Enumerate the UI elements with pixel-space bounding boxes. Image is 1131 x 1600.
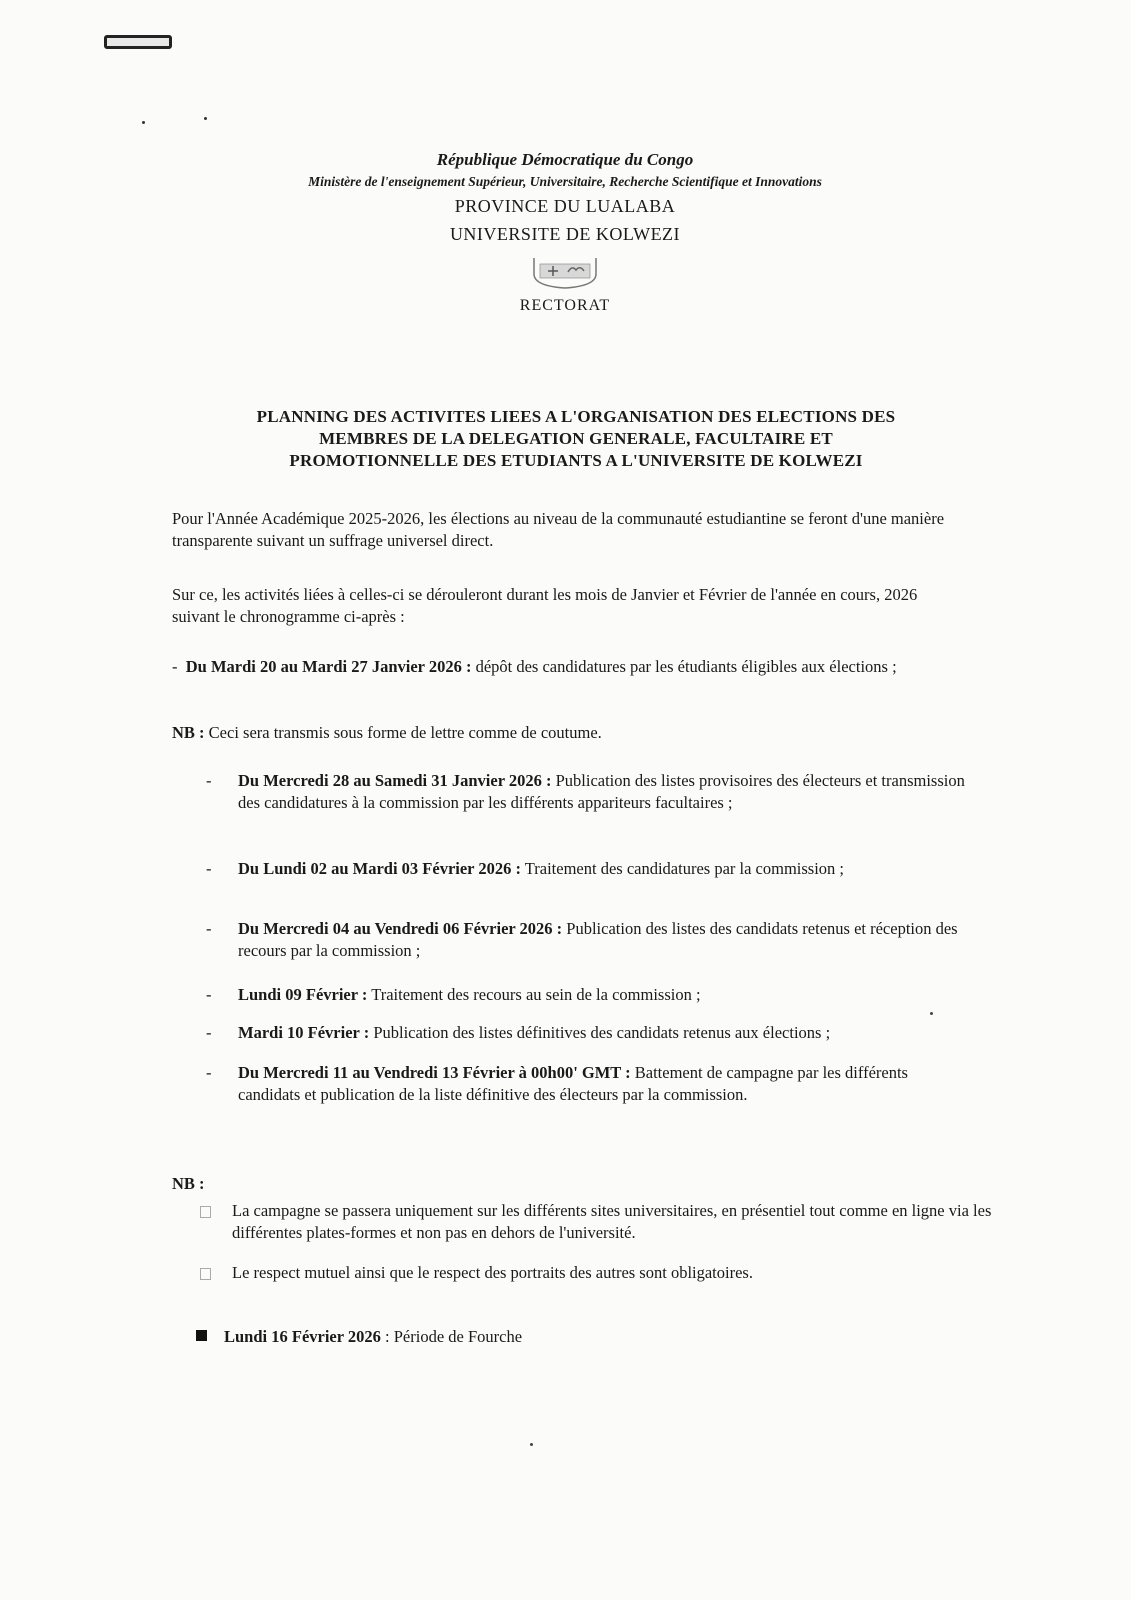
- list-item: - Du Lundi 02 au Mardi 03 Février 2026 : Traitement des candidatures par la commission ;: [206, 859, 845, 878]
- checkbox-bullet-icon: [200, 1206, 211, 1218]
- item-text: Battement de campagne par les différents candidats et publication de la liste définitive des électeurs par la commission.: [238, 1063, 908, 1104]
- dash: -: [172, 657, 186, 676]
- list-item: - Mardi 10 Février : Publication des listes définitives des candidats retenus aux élections ;: [206, 1023, 831, 1042]
- schedule-list: [196, 1062, 966, 1106]
- checkbox-bullet-icon: [200, 1268, 211, 1280]
- item-date: Du Mercredi 04 au Vendredi 06 Février 2026 :: [238, 919, 563, 938]
- item-date: Du Mardi 20 au Mardi 27 Janvier 2026 :: [185, 657, 472, 676]
- item-text: Publication des listes définitives des candidats retenus aux élections ;: [369, 1023, 831, 1042]
- speck: [142, 121, 145, 124]
- nb-point-text: La campagne se passera uniquement sur les différents sites universitaires, en présentiel tout comme en ligne via les différentes plates-formes et non pas en dehors de l'université.: [232, 1201, 992, 1242]
- item-text: : Période de Fourche: [380, 1327, 523, 1346]
- speck: [204, 117, 207, 120]
- item-date: Du Mercredi 28 au Samedi 31 Janvier 2026 :: [238, 771, 552, 790]
- item-text: dépôt des candidatures par les étudiants éligibles aux élections ;: [471, 657, 897, 676]
- university-seal-icon: [526, 254, 604, 290]
- schedule-list: [196, 984, 966, 1006]
- title-line: PROMOTIONNELLE DES ETUDIANTS A L'UNIVERSITE DE KOLWEZI: [289, 451, 863, 470]
- schedule-list: [196, 858, 966, 880]
- schedule-list: [196, 918, 966, 962]
- nb-point: [200, 1200, 992, 1244]
- document-title: [196, 406, 956, 472]
- intro-paragraph: Pour l'Année Académique 2025-2026, les élections au niveau de la communauté estudiantine se feront d'une manière transparente suivant un suffrage universel direct.: [172, 509, 945, 550]
- nb-label: NB :: [172, 723, 205, 742]
- item-date: Mardi 10 Février :: [238, 1023, 370, 1042]
- nb-point-text: Le respect mutuel ainsi que le respect des portraits des autres sont obligatoires.: [232, 1263, 753, 1282]
- item-date: Lundi 09 Février :: [238, 985, 368, 1004]
- nb-label: NB :: [172, 1174, 205, 1193]
- final-schedule-item: [196, 1326, 522, 1348]
- first-schedule-item: [172, 656, 962, 678]
- item-text: Publication des listes des candidats retenus et réception des recours par la commission ;: [238, 919, 958, 960]
- title-line: MEMBRES DE LA DELEGATION GENERALE, FACULTAIRE ET: [319, 429, 833, 448]
- list-item: - Du Mercredi 04 au Vendredi 06 Février 2026 : Publication des listes des candidats retenus et réception des recours par la commission ;: [206, 919, 958, 960]
- office-name: RECTORAT: [519, 297, 611, 314]
- nb-text: Ceci sera transmis sous forme de lettre comme de coutume.: [204, 723, 602, 742]
- speck: [930, 1012, 933, 1015]
- title-line: PLANNING DES ACTIVITES LIEES A L'ORGANISATION DES ELECTIONS DES: [256, 407, 896, 426]
- province-name: PROVINCE DU LUALABA: [454, 196, 676, 216]
- item-text: Publication des listes provisoires des électeurs et transmission des candidatures à la commission par les différents appariteurs facultaires ;: [238, 771, 965, 812]
- schedule-list: [196, 770, 966, 814]
- university-name: UNIVERSITE DE KOLWEZI: [449, 224, 681, 244]
- list-item: - Du Mercredi 11 au Vendredi 13 Février à 00h00' GMT : Battement de campagne par les différents candidats et publication de la liste définitive des électeurs par la commission.: [206, 1063, 908, 1104]
- ministry-name: Ministère de l'enseignement Supérieur, Universitaire, Recherche Scientifique et Innovations: [308, 174, 822, 189]
- schedule-list: [196, 1022, 966, 1044]
- schedule-intro-paragraph: Sur ce, les activités liées à celles-ci se dérouleront durant les mois de Janvier et Février de l'année en cours, 2026 suivant le chronogramme ci-après :: [172, 585, 918, 626]
- letterhead: [200, 148, 930, 318]
- staple: [104, 35, 172, 49]
- item-date: Du Lundi 02 au Mardi 03 Février 2026 :: [238, 859, 521, 878]
- nb-note: [172, 722, 962, 744]
- list-item: - Du Mercredi 28 au Samedi 31 Janvier 2026 : Publication des listes provisoires des électeurs et transmission des candidatures à la commission par les différents appariteurs facultaires ;: [206, 771, 965, 812]
- square-bullet-icon: [196, 1330, 207, 1341]
- item-date: Du Mercredi 11 au Vendredi 13 Février à 00h00' GMT :: [238, 1063, 631, 1082]
- list-item: - Lundi 09 Février : Traitement des recours au sein de la commission ;: [206, 985, 701, 1004]
- item-text: Traitement des recours au sein de la commission ;: [367, 985, 701, 1004]
- nb-point: [200, 1262, 992, 1284]
- speck: [530, 1443, 533, 1446]
- item-text: Traitement des candidatures par la commission ;: [520, 859, 845, 878]
- republic-name: République Démocratique du Congo: [436, 150, 694, 169]
- item-date: Lundi 16 Février 2026: [224, 1327, 381, 1346]
